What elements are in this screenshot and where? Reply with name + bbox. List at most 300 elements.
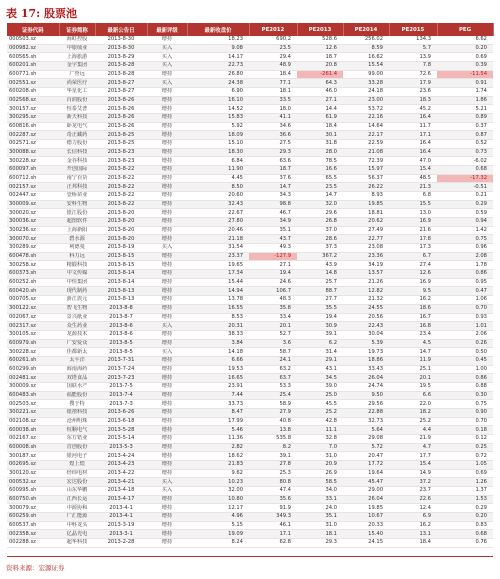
cell-code: 002695.sz: [7, 460, 59, 469]
table-row: [7, 426, 493, 435]
cell-name: 中银绒业: [59, 44, 95, 53]
table-row: [7, 131, 493, 140]
cell-name: 广誉远: [59, 70, 95, 79]
cell-pe2012: 37.6: [249, 174, 297, 183]
cell-peg: 0.12: [437, 434, 493, 443]
cell-date: 2013-8-25: [95, 140, 147, 149]
cell-name: 科力远: [59, 252, 95, 261]
cell-rating: 增持: [147, 157, 187, 166]
cell-date: 2013-8-30: [95, 44, 147, 53]
cell-name: 恒泰艾普: [59, 105, 95, 114]
cell-pe2012: 63.7: [249, 374, 297, 383]
cell-rating: 增持: [147, 192, 187, 201]
table-row: [7, 62, 493, 71]
cell-pe2015: 14.9: [389, 469, 437, 478]
cell-date: 2013-8-22: [95, 174, 147, 183]
cell-price: 21.18: [187, 235, 249, 244]
cell-price: 13.78: [187, 296, 249, 305]
cell-code: 600483.sh: [7, 391, 59, 400]
cell-peg: 0.69: [437, 469, 493, 478]
cell-pe2015: 11.7: [389, 122, 437, 131]
cell-pe2012: 58.9: [249, 400, 297, 409]
cell-pe2014: 24.15: [343, 538, 389, 547]
cell-pe2015: 23.7: [389, 486, 437, 495]
cell-date: 2013-8-6: [95, 330, 147, 339]
cell-pe2015: 19.5: [389, 382, 437, 391]
cell-pe2014: 20.47: [343, 452, 389, 461]
cell-peg: -17.32: [437, 174, 493, 183]
table-row: [7, 304, 493, 313]
cell-rating: 增持: [147, 417, 187, 426]
cell-pe2013: 34.0: [297, 486, 343, 495]
cell-code: 600420.sh: [7, 287, 59, 296]
cell-pe2014: 24.74: [343, 382, 389, 391]
cell-pe2012: 349.3: [249, 512, 297, 521]
cell-price: 23.91: [187, 382, 249, 391]
cell-date: 2013-8-19: [95, 244, 147, 253]
cell-pe2013: 39.0: [297, 382, 343, 391]
table-row: [7, 365, 493, 374]
cell-peg: 5.21: [437, 105, 493, 114]
cell-pe2013: 39.1: [297, 330, 343, 339]
table-row: [7, 174, 493, 183]
cell-peg: 1.26: [437, 478, 493, 487]
stock-pool-table-container: [7, 23, 493, 548]
cell-name: 佳都新太: [59, 348, 95, 357]
cell-rating: 增持: [147, 235, 187, 244]
cell-price: 5.92: [187, 122, 249, 131]
header-peg: PEG: [437, 23, 493, 36]
cell-date: 2013-5-3: [95, 443, 147, 452]
cell-pe2014: 34.19: [343, 261, 389, 270]
cell-pe2014: 15.40: [343, 530, 389, 539]
cell-pe2014: 32.73: [343, 417, 389, 426]
table-row: [7, 478, 493, 487]
cell-pe2012: 20.1: [249, 322, 297, 331]
cell-rating: 增持: [147, 443, 187, 452]
table-row: [7, 261, 493, 270]
cell-pe2014: 20.62: [343, 218, 389, 227]
cell-code: 600208.sh: [7, 88, 59, 97]
cell-pe2013: 18.1: [297, 530, 343, 539]
cell-pe2015: 18.6: [389, 304, 437, 313]
cell-pe2014: 33.28: [343, 79, 389, 88]
cell-peg: 0.89: [437, 114, 493, 123]
cell-pe2014: 19.73: [343, 348, 389, 357]
cell-price: 20.60: [187, 192, 249, 201]
cell-pe2012: 43.7: [249, 235, 297, 244]
cell-price: 18.09: [187, 131, 249, 140]
cell-peg: 0.68: [437, 166, 493, 175]
cell-pe2012: 40.8: [249, 417, 297, 426]
cell-pe2012: 39.1: [249, 452, 297, 461]
cell-pe2015: 16.9: [389, 218, 437, 227]
cell-pe2013: 27.1: [297, 96, 343, 105]
cell-date: 2013-8-22: [95, 192, 147, 201]
cell-date: 2013-7-5: [95, 382, 147, 391]
table-row: [7, 504, 493, 513]
cell-date: 2013-4-18: [95, 486, 147, 495]
cell-peg: 0.18: [437, 426, 493, 435]
cell-pe2012: 34.6: [249, 122, 297, 131]
cell-pe2014: 26.04: [343, 495, 389, 504]
cell-date: 2013-8-26: [95, 122, 147, 131]
cell-name: 中源协和: [59, 504, 95, 513]
cell-peg: 0.86: [437, 374, 493, 383]
cell-pe2013: 7.0: [297, 443, 343, 452]
cell-pe2015: 16.4: [389, 148, 437, 157]
cell-peg: 0.83: [437, 521, 493, 530]
cell-name: 国联水产: [59, 382, 95, 391]
cell-code: 600979.sh: [7, 339, 59, 348]
cell-code: 002167.sz: [7, 434, 59, 443]
cell-pe2013: 14.4: [297, 105, 343, 114]
cell-code: 300221.sz: [7, 408, 59, 417]
cell-date: 2013-4-23: [95, 460, 147, 469]
cell-rating: 增持: [147, 356, 187, 365]
cell-code: 002551.sz: [7, 79, 59, 88]
cell-price: 23.37: [187, 252, 249, 261]
cell-peg: 0.45: [437, 356, 493, 365]
table-row: [7, 417, 493, 426]
table-row: [7, 148, 493, 157]
cell-code: 000532.sz: [7, 478, 59, 487]
cell-code: 002568.sz: [7, 96, 59, 105]
cell-pe2015: 4.4: [389, 426, 437, 435]
cell-pe2014: 72.39: [343, 157, 389, 166]
table-header-row: [7, 23, 493, 36]
cell-pe2012: 52.7: [249, 330, 297, 339]
cell-code: 300295.sz: [7, 114, 59, 123]
cell-name: 超图软件: [59, 218, 95, 227]
cell-pe2012: 91.9: [249, 504, 297, 513]
cell-price: 4.96: [187, 512, 249, 521]
cell-code: 600299.sh: [7, 365, 59, 374]
header-pe2014: PE2014: [343, 23, 389, 36]
cell-price: 15.83: [187, 114, 249, 123]
cell-name: 智飞生物: [59, 304, 95, 313]
cell-pe2012: 48.3: [249, 296, 297, 305]
cell-pe2013: 25.7: [297, 278, 343, 287]
cell-date: 2013-8-14: [95, 270, 147, 279]
cell-name: 长信科技: [59, 148, 95, 157]
cell-rating: 增持: [147, 426, 187, 435]
cell-pe2014: 24.18: [343, 88, 389, 97]
cell-price: 19.53: [187, 365, 249, 374]
cell-rating: 增持: [147, 469, 187, 478]
cell-pe2013: 18.7: [297, 53, 343, 62]
cell-code: 600252.sh: [7, 278, 59, 287]
table-body: [7, 36, 493, 547]
cell-name: 利德曼: [59, 244, 95, 253]
cell-date: 2013-8-27: [95, 88, 147, 97]
table-row: [7, 53, 493, 62]
cell-date: 2013-7-4: [95, 391, 147, 400]
cell-date: 2013-6-26: [95, 408, 147, 417]
cell-pe2012: 27.1: [249, 261, 297, 270]
cell-name: 金宇集团: [59, 62, 95, 71]
cell-date: 2013-8-8: [95, 304, 147, 313]
cell-code: 002481.sz: [7, 374, 59, 383]
table-row: [7, 322, 493, 331]
table-row: [7, 70, 493, 79]
cell-pe2015: 14.7: [389, 348, 437, 357]
cell-pe2015: 6.7: [389, 252, 437, 261]
cell-pe2012: 27.5: [249, 140, 297, 149]
cell-price: 19.09: [187, 530, 249, 539]
cell-peg: 0.95: [437, 278, 493, 287]
cell-pe2014: 12.82: [343, 287, 389, 296]
cell-date: 2013-8-13: [95, 287, 147, 296]
header-name: 证券简称: [59, 23, 95, 36]
cell-pe2013: 19.4: [297, 313, 343, 322]
cell-pe2013: 88.7: [297, 287, 343, 296]
table-row: [7, 96, 493, 105]
table-row: [7, 209, 493, 218]
cell-pe2015: 134.3: [389, 36, 437, 44]
table-row: [7, 278, 493, 287]
cell-code: 300120.sz: [7, 469, 59, 478]
cell-name: 超华科技: [59, 538, 95, 547]
cell-pe2014: 27.49: [343, 226, 389, 235]
cell-rating: 增持: [147, 261, 187, 270]
cell-pe2013: 20.8: [297, 62, 343, 71]
cell-date: 2013-4-17: [95, 495, 147, 504]
cell-pe2014: 33.43: [343, 365, 389, 374]
table-row: [7, 374, 493, 383]
cell-pe2013: 23.5: [297, 183, 343, 192]
cell-name: 浙江震元: [59, 296, 95, 305]
cell-name: 上海旅游: [59, 53, 95, 62]
cell-price: 6.84: [187, 157, 249, 166]
cell-pe2013: 30.1: [297, 131, 343, 140]
cell-pe2014: 8.59: [343, 44, 389, 53]
cell-price: 16.55: [187, 304, 249, 313]
cell-pe2015: 12.6: [389, 270, 437, 279]
cell-code: 300228.sz: [7, 348, 59, 357]
cell-name: 福能股份: [59, 391, 95, 400]
cell-peg: 0.59: [437, 209, 493, 218]
cell-date: 2013-8-26: [95, 96, 147, 105]
cell-peg: 0.72: [437, 452, 493, 461]
cell-pe2015: 9.5: [389, 287, 437, 296]
cell-pe2015: 13.0: [389, 209, 437, 218]
table-row: [7, 434, 493, 443]
cell-pe2014: 22.43: [343, 322, 389, 331]
cell-name: 金谷科技: [59, 157, 95, 166]
cell-pe2013: 30.9: [297, 322, 343, 331]
cell-price: 20.31: [187, 322, 249, 331]
cell-peg: 0.75: [437, 400, 493, 409]
cell-peg: 6.62: [437, 36, 493, 44]
cell-date: 2013-8-23: [95, 157, 147, 166]
cell-price: 17.34: [187, 270, 249, 279]
cell-name: 百润股份: [59, 96, 95, 105]
cell-pe2012: -127.9: [249, 252, 297, 261]
cell-price: 38.33: [187, 330, 249, 339]
cell-pe2015: 48.5: [389, 174, 437, 183]
cell-date: 2013-7-23: [95, 374, 147, 383]
cell-date: 2013-8-20: [95, 209, 147, 218]
cell-pe2014: 26.04: [343, 374, 389, 383]
cell-pe2015: 15.5: [389, 200, 437, 209]
cell-date: 2013-5-28: [95, 426, 147, 435]
cell-pe2015: 17.9: [389, 79, 437, 88]
cell-price: 8.24: [187, 538, 249, 547]
cell-name: 景兴纸业: [59, 313, 95, 322]
cell-pe2014: 22.16: [343, 114, 389, 123]
table-row: [7, 200, 493, 209]
cell-code: 300009.sz: [7, 382, 59, 391]
cell-pe2012: 25.4: [249, 391, 297, 400]
cell-price: 11.36: [187, 434, 249, 443]
cell-pe2012: 18.4: [249, 70, 297, 79]
cell-code: 300122.sz: [7, 304, 59, 313]
cell-pe2015: 18.3: [389, 96, 437, 105]
cell-pe2014: 15.54: [343, 62, 389, 71]
cell-rating: 增持: [147, 200, 187, 209]
cell-price: 32.00: [187, 486, 249, 495]
cell-code: 002571.sz: [7, 140, 59, 149]
cell-pe2013: 64.3: [297, 79, 343, 88]
cell-peg: 1.05: [437, 460, 493, 469]
table-row: [7, 36, 493, 44]
cell-pe2012: 63.6: [249, 157, 297, 166]
cell-date: 2013-4-22: [95, 469, 147, 478]
cell-pe2015: 16.2: [389, 296, 437, 305]
cell-price: 6.90: [187, 88, 249, 97]
cell-pe2013: 65.5: [297, 174, 343, 183]
cell-peg: 0.21: [437, 192, 493, 201]
cell-code: 002447.sz: [7, 192, 59, 201]
cell-pe2012: 29.3: [249, 148, 297, 157]
table-row: [7, 382, 493, 391]
cell-pe2012: 53.3: [249, 382, 297, 391]
cell-name: 中恒集团: [59, 278, 95, 287]
cell-pe2015: 16.2: [389, 521, 437, 530]
cell-pe2013: 43.9: [297, 261, 343, 270]
cell-pe2014: 99.00: [343, 70, 389, 79]
cell-price: 17.99: [187, 417, 249, 426]
table-row: [7, 356, 493, 365]
cell-pe2012: 36.6: [249, 131, 297, 140]
cell-name: 德力股份: [59, 140, 95, 149]
cell-peg: 0.30: [437, 391, 493, 400]
table-row: [7, 486, 493, 495]
table-row: [7, 339, 493, 348]
cell-pe2013: 18.4: [297, 122, 343, 131]
cell-pe2014: 45.47: [343, 478, 389, 487]
cell-peg: 0.37: [437, 122, 493, 131]
cell-peg: -11.54: [437, 70, 493, 79]
cell-pe2015: 4.5: [389, 339, 437, 348]
cell-pe2012: 35.6: [249, 495, 297, 504]
table-row: [7, 512, 493, 521]
cell-pe2015: 16.9: [389, 278, 437, 287]
bottom-divider: [7, 556, 493, 557]
table-row: [7, 530, 493, 539]
cell-rating: 增持: [147, 70, 187, 79]
cell-rating: 增持: [147, 512, 187, 521]
cell-pe2012: 13.8: [249, 426, 297, 435]
cell-peg: 0.88: [437, 382, 493, 391]
header-rating: 最新评级: [147, 23, 187, 36]
cell-pe2013: 20.9: [297, 460, 343, 469]
cell-price: 33.73: [187, 400, 249, 409]
cell-peg: 0.90: [437, 408, 493, 417]
cell-rating: 买入: [147, 79, 187, 88]
cell-name: 卧龙电气: [59, 122, 95, 131]
cell-pe2013: 6.2: [297, 339, 343, 348]
cell-pe2012: 27.8: [249, 460, 297, 469]
cell-name: 山东华鹏: [59, 486, 95, 495]
cell-rating: 增持: [147, 382, 187, 391]
cell-price: 31.54: [187, 244, 249, 253]
cell-rating: 增持: [147, 174, 187, 183]
cell-rating: 买入: [147, 348, 187, 357]
cell-pe2013: 31.0: [297, 452, 343, 461]
cell-rating: 买入: [147, 486, 187, 495]
cell-peg: 0.50: [437, 348, 493, 357]
cell-peg: 0.47: [437, 287, 493, 296]
cell-pe2013: 78.5: [297, 157, 343, 166]
cell-rating: 增持: [147, 209, 187, 218]
cell-pe2014: 23.36: [343, 252, 389, 261]
cell-price: 24.38: [187, 79, 249, 88]
cell-pe2015: 13.9: [389, 53, 437, 62]
cell-rating: 增持: [147, 96, 187, 105]
cell-code: 600712.sh: [7, 174, 59, 183]
cell-pe2014: 18.86: [343, 356, 389, 365]
cell-date: 2013-8-30: [95, 36, 147, 44]
cell-code: 000982.sz: [7, 44, 59, 53]
table-row: [7, 460, 493, 469]
cell-price: 9.62: [187, 469, 249, 478]
cell-peg: 0.86: [437, 270, 493, 279]
cell-name: 沧州明珠: [59, 417, 95, 426]
cell-code: 300079.sz: [7, 504, 59, 513]
cell-peg: 0.69: [437, 53, 493, 62]
cell-pe2015: 17.1: [389, 131, 437, 140]
cell-rating: 增持: [147, 270, 187, 279]
cell-pe2015: 6.6: [389, 391, 437, 400]
cell-pe2014: 10.67: [343, 512, 389, 521]
cell-pe2014: 16.62: [343, 53, 389, 62]
cell-price: 21.83: [187, 460, 249, 469]
cell-rating: 增持: [147, 400, 187, 409]
cell-pe2014: 26.22: [343, 183, 389, 192]
cell-pe2012: 35.8: [249, 304, 297, 313]
cell-price: 8.50: [187, 183, 249, 192]
cell-pe2012: 8.2: [249, 443, 297, 452]
cell-pe2013: 28.0: [297, 148, 343, 157]
cell-date: 2013-8-20: [95, 235, 147, 244]
cell-date: 2013-8-28: [95, 70, 147, 79]
cell-pe2012: 19.4: [249, 270, 297, 279]
cell-date: 2013-8-20: [95, 226, 147, 235]
cell-date: 2013-2-28: [95, 538, 147, 547]
table-row: [7, 244, 493, 253]
cell-name: 江西长运: [59, 495, 95, 504]
cell-code: 002108.sz: [7, 417, 59, 426]
cell-code: 002287.sz: [7, 131, 59, 140]
cell-pe2012: 80.8: [249, 478, 297, 487]
cell-pe2012: 62.8: [249, 538, 297, 547]
cell-peg: 0.68: [437, 530, 493, 539]
cell-code: 300036.sz: [7, 218, 59, 227]
cell-name: 海虹控股: [59, 36, 95, 44]
cell-pe2014: 23.08: [343, 244, 389, 253]
